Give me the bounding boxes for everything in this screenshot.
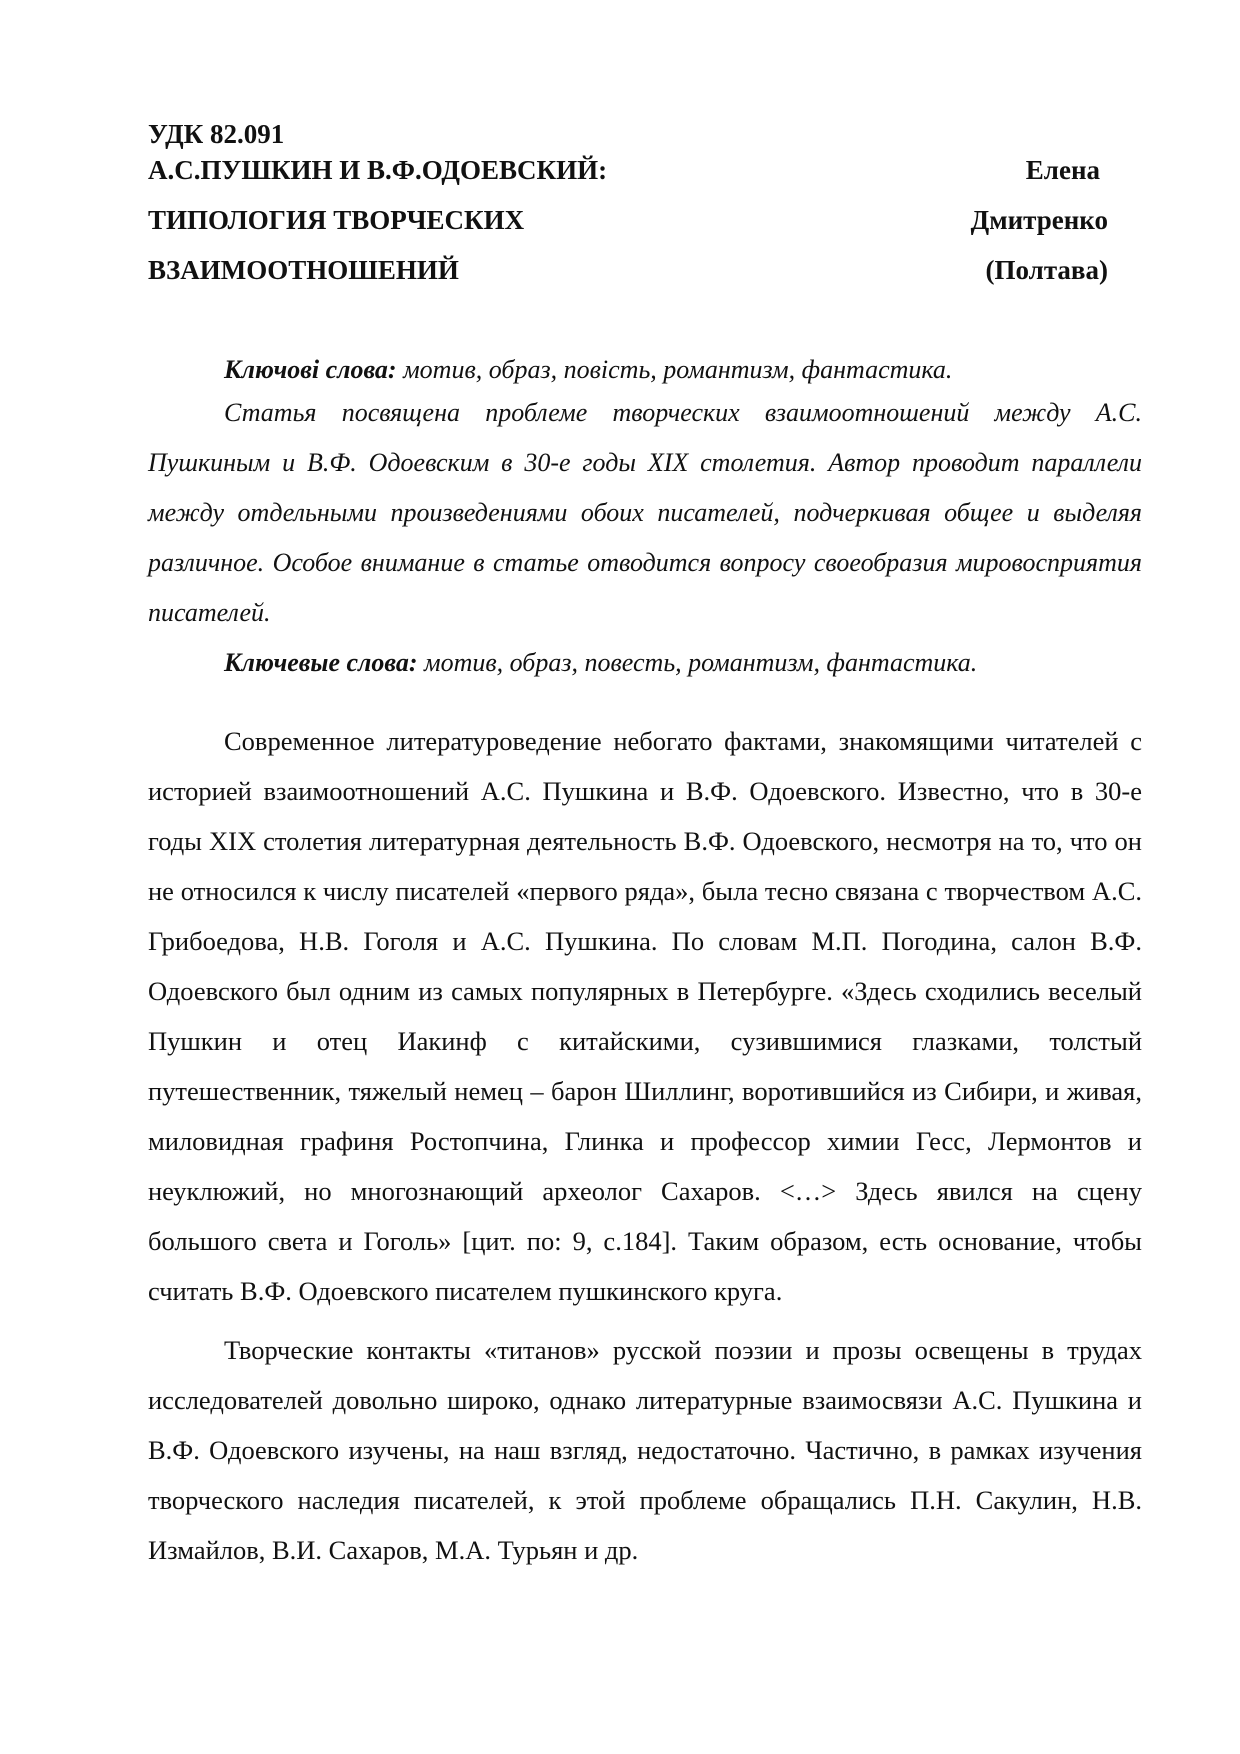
body-paragraph-1: Современное литературоведение небогато фактами, знакомящими читателей с историей взаимоотношений А.С. Пушкина и В.Ф. Одоевского. Известно, что в 30-е годы XIX столетия литературная деятельность В.Ф. Одоевского, несмотря на то, что он не относился к числу писателей «первого ряда», была тесно связана с творчеством А.С. Грибоедова, Н.В. Гоголя и А.С. Пушкина. По словам М.П. Погодина, салон В.Ф. Одоевского был одним из самых популярных в Петербурге. «Здесь сходились веселый Пушкин и отец Иакинф с китайскими, сузившимися глазками, толстый путешественник, тяжелый немец – барон Шиллинг, воротившийся из Сибири, и живая, миловидная графиня Ростопчина, Глинка и профессор химии Гесс, Лермонтов и неуклюжий, но многознающий археолог Сахаров. <…> Здесь явился на сцену большого света и Гоголь» [цит. по: 9, с.184]. Таким образом, есть основание, чтобы считать В.Ф. Одоевского писателем пушкинского круга. <box>148 726 1142 1306</box>
title-row-3 <box>148 250 1108 300</box>
article-title-line-1: А.С.ПУШКИН И В.Ф.ОДОЕВСКИЙ: <box>148 155 608 185</box>
udc-code: УДК 82.091 <box>148 119 285 149</box>
keywords-russian-label: Ключевые слова: <box>224 648 418 677</box>
title-row-2 <box>148 200 1108 250</box>
article-title-line-3: ВЗАИМООТНОШЕНИЙ <box>148 255 459 285</box>
author-last-name: Дмитренко <box>970 205 1108 235</box>
body-paragraph-2: Творческие контакты «титанов» русской поэзии и прозы освещены в трудах исследователей довольно широко, однако литературные взаимосвязи А.С. Пушкина и В.Ф. Одоевского изучены, на наш взгляд, недостаточно. Частично, в рамках изучения творческого наследия писателей, к этой проблеме обращались П.Н. Сакулин, Н.В. Измайлов, В.И. Сахаров, М.А. Турьян и др. <box>148 1335 1142 1565</box>
author-first-name: Елена <box>1025 155 1100 185</box>
keywords-russian-text: мотив, образ, повесть, романтизм, фантастика. <box>417 648 978 677</box>
keywords-ukrainian-label: Ключові слова: <box>224 355 397 384</box>
abstract-summary: Статья посвящена проблеме творческих взаимоотношений между А.С. Пушкиным и В.Ф. Одоевским в 30-е годы XIX столетия. Автор проводит параллели между отдельными произведениями обоих писателей, подчеркивая общее и выделяя различное. Особое внимание в статье отводится вопросу своеобразия мировосприятия писателей. <box>148 398 1142 627</box>
author-city: (Полтава) <box>985 255 1108 285</box>
keywords-ukrainian-text: мотив, образ, повість, романтизм, фантастика. <box>396 355 953 384</box>
keywords-ukrainian <box>148 352 1142 388</box>
abstract-block <box>148 352 1142 688</box>
keywords-russian <box>148 638 1142 688</box>
article-title-line-2: ТИПОЛОГИЯ ТВОРЧЕСКИХ <box>148 205 525 235</box>
title-block <box>148 150 1108 300</box>
article-body <box>148 716 1142 1584</box>
title-row-1 <box>148 150 1108 200</box>
